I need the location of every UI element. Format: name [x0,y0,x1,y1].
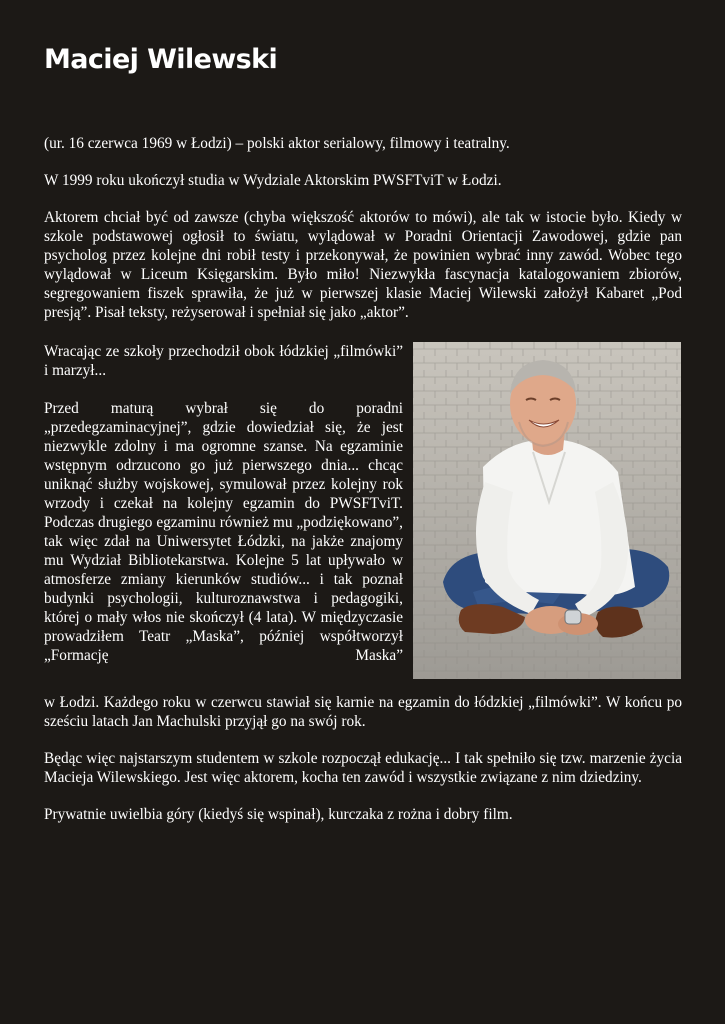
paragraph-private: Prywatnie uwielbia góry (kiedyś się wspinał), kurczaka z rożna i dobry film. [44,806,513,823]
paragraph-returning: Wracając ze szkoły przechodził obok łódzkiej „filmówki” i marzył... [44,343,403,379]
paragraph-intro: (ur. 16 czerwca 1969 w Łodzi) – polski aktor serialowy, filmowy i teatralny. [44,135,510,152]
closing-section [44,693,682,842]
intro-section [44,134,682,340]
actor-photo [413,342,681,679]
paragraph-studies: W 1999 roku ukończył studia w Wydziale Aktorskim PWSFTviT w Łodzi. [44,172,502,189]
paragraph-exam: Przed maturą wybrał się do poradni „przedegzaminacyjnej”, gdzie dowiedział się, że jest niezwykle zdolny i ma ogromne szanse. Na egzaminie wstępnym odrzucono go już pierwszego dnia... chcąc uniknąć służby wojskowej, symulował przez kolejny rok wrzody i czekał na kolejny egzamin do PWSFTviT. Podczas drugiego egzaminu również mu „podziękowano”, tak więc zdał na Uniwersytet Łódzki, na jakże znajomy mu Wydział Bibliotekarstwa. Kolejne 5 lat upływało w atmosferze zmiany kierunków studiów... i tak poznał budynki psychologii, kulturoznawstwa i pedagogiki, której o mały włos nie skończył (4 lata). W międzyczasie prowadziłem Teatr „Maska”, później współtworzył „Formację Maska” [44,400,403,664]
paragraph-exam-continued: w Łodzi. Każdego roku w czerwcu stawiał się karnie na egzamin do łódzkiej „filmówki”. W końcu po sześciu latach Jan Machulski przyjął go na swój rok. [44,694,682,730]
page-title: Maciej Wilewski [44,44,278,75]
paragraph-oldest-student: Będąc więc najstarszym studentem w szkole rozpoczął edukację... I tak spełniło się tzw. marzenie życia Macieja Wilewskiego. Jest więc aktorem, kocha ten zawód i wszystkie związane z nim dziedziny. [44,750,682,786]
left-column-text [44,342,403,684]
paragraph-childhood: Aktorem chciał być od zawsze (chyba większość aktorów to mówi), ale tak w istocie było. Kiedy w szkole podstawowej ogłosił to światu, wylądował w Poradni Orientacji Zawodowej, gdzie pan psycholog przez kolejne dni robił testy i przekonywał, że powinien wybrać inny zawód. Wobec tego wylądował w Liceum Księgarskim. Było miło! Niezwykła fascynacja katalogowaniem zbiorów, segregowaniem fiszek sprawiła, że już w pierwszej klasie Maciej Wilewski założył Kabaret „Pod presją”. Pisał teksty, reżyserował i spełniał się jako „aktor”. [44,209,682,321]
